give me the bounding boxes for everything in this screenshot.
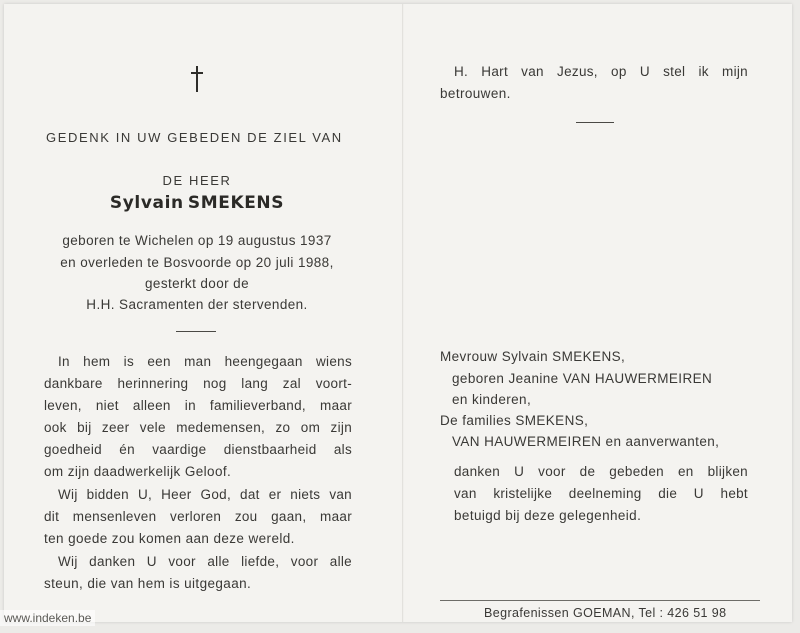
footer-rule [440, 600, 760, 601]
prayer-line: Wij bidden U, Heer God, dat er niets van [58, 487, 352, 502]
strengthened-line: gesterkt door de [145, 276, 249, 291]
thanks-line: danken U voor de gebeden en blijken [454, 464, 748, 479]
cross-icon [188, 66, 206, 92]
family-line: en kinderen, [452, 392, 532, 407]
sacraments-line: H.H. Sacramenten der stervenden. [86, 297, 308, 312]
paragraph-line: ook bij zeer vele medemensen, zo om zijn [44, 420, 352, 435]
funeral-home: Begrafenissen GOEMAN, Tel : 426 51 98 [484, 606, 727, 620]
divider [176, 331, 216, 332]
paragraph-line: In hem is een man heengegaan wiens [58, 354, 352, 369]
card-fold [402, 4, 404, 622]
family-line: De families SMEKENS, [440, 413, 589, 428]
prayer-line: dit mensenleven verloren zou gaan, maar [44, 509, 352, 524]
paragraph-line: dankbare herinnering nog lang zal voort- [44, 376, 352, 391]
invocation-line: H. Hart van Jezus, op U stel ik mijn [454, 64, 748, 79]
memorial-card [4, 4, 792, 622]
family-line: VAN HAUWERMEIREN en aanverwanten, [452, 434, 720, 449]
thanks-line: van kristelijke deelneming die U hebt [454, 486, 748, 501]
family-line: geboren Jeanine VAN HAUWERMEIREN [452, 371, 713, 386]
invocation-end: betrouwen. [440, 86, 511, 101]
thanks-end: steun, die van hem is uitgegaan. [44, 576, 252, 591]
paragraph-end: om zijn daadwerkelijk Geloof. [44, 464, 232, 479]
paragraph-line: goedheid én vaardige dienstbaarheid als [44, 442, 352, 457]
family-line: Mevrouw Sylvain SMEKENS, [440, 349, 626, 364]
heading: GEDENK IN UW GEBEDEN DE ZIEL VAN [46, 130, 343, 145]
prayer-end: ten goede zou komen aan deze wereld. [44, 531, 295, 546]
deceased-name [0, 193, 394, 213]
thanks-line: Wij danken U voor alle liefde, voor alle [58, 554, 352, 569]
paragraph-line: leven, niet alleen in familieverband, maar [44, 398, 352, 413]
birth-line: geboren te Wichelen op 19 augustus 1937 [62, 233, 332, 248]
watermark: www.indeken.be [0, 610, 95, 626]
last-name: SMEKENS [187, 193, 285, 213]
divider [576, 122, 614, 123]
death-line: en overleden te Bosvoorde op 20 juli 1988, [60, 255, 334, 270]
title: DE HEER [162, 173, 232, 188]
first-name: Sylvain [109, 193, 184, 213]
thanks-end: betuigd bij deze gelegenheid. [454, 508, 642, 523]
